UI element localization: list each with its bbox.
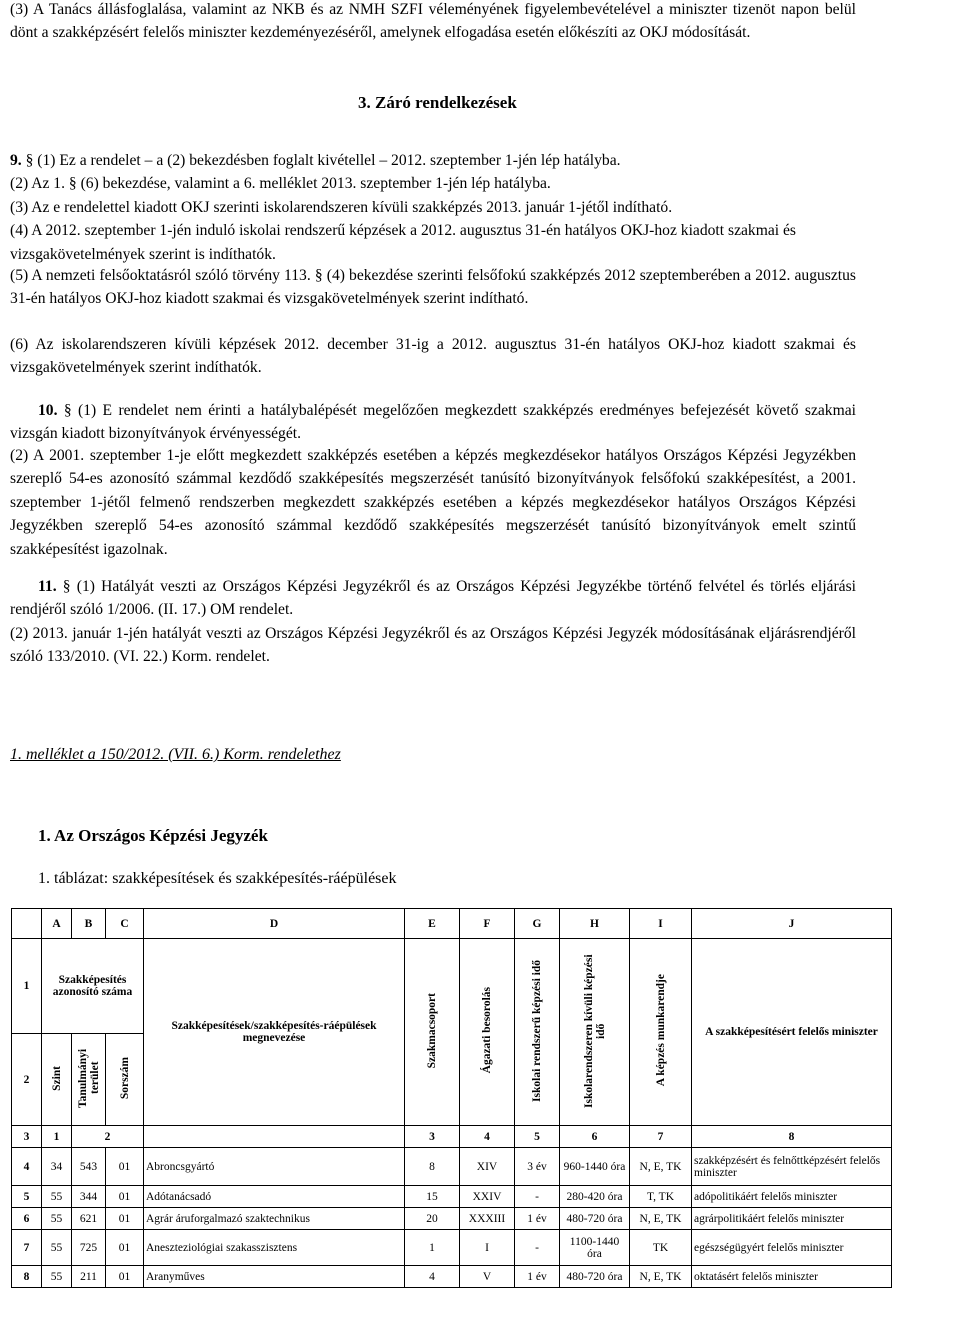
col-letter-g: G <box>515 909 560 939</box>
section-11-para-2: (2) 2013. január 1-jén hatályát veszti az Országos Képzési Jegyzékről és az Országos Képzési Jegyzék módosításának eljárásrendjéről szóló 133/2010. (VI. 22.) Korm. rendelet. <box>10 625 856 666</box>
col-letter-h: H <box>560 909 630 939</box>
section-9-para-1: (1) Ez a rendelet – a (2) bekezdésben foglalt kivétellel – 2012. szeptember 1-jén lép hatályba. <box>33 152 621 169</box>
row-number: 2 <box>12 1034 42 1126</box>
header-agazati: Ágazati besorolás <box>481 987 493 1074</box>
col-letter-a: A <box>42 909 72 939</box>
col-letter-f: F <box>460 909 515 939</box>
table-row: 6 55 621 01 Agrár áruforgalmazó szaktechnikus 20 XXXIII 1 év 480-720 óra N, E, TK agrárpolitikáért felelős miniszter <box>12 1208 892 1230</box>
table-row: 5 55 344 01 Adótanácsadó 15 XXIV - 280-420 óra T, TK adópolitikáért felelős miniszter <box>12 1186 892 1208</box>
section-10: 10. § (1) E rendelet nem érinti a hatálybalépését megelőzően megkezdett szakképzés eredményes befejezését követő szakmai vizsgán kiadott bizonyítványok érvényességét. <box>10 402 856 443</box>
section-9-para-4: (4) A 2012. szeptember 1-jén induló iskolai rendszerű képzések a 2012. augusztus 31-én hatályos OKJ-hoz kiadott szakmai és vizsgakövetelmények szerint is indíthatók. <box>10 222 796 263</box>
section-9: 9. § (1) Ez a rendelet – a (2) bekezdésben foglalt kivétellel – 2012. szeptember 1-jén lép hatályba. (2) Az 1. § (6) bekezdése, valamint a 6. melléklet 2013. szeptember 1-jén lép hatályba. (3) Az e rendelettel kiadott OKJ szerinti iskolarendszeren kívüli szakképzés 2013. január 1-jétől indítható. (4) A 2012. szeptember 1-jén induló iskolai rendszerű képzések a 2012. augusztus 31-én hatályos OKJ-hoz kiadott szakmai és vizsgakövetelmények szerint is indíthatók. <box>10 152 796 263</box>
header-iskolai-ido: Iskolai rendszerű képzési idő <box>531 959 543 1102</box>
table-row: 4 34 543 01 Abroncsgyártó 8 XIV 3 év 960-1440 óra N, E, TK szakképzésért és felnőttképzésért felelős miniszter <box>12 1148 892 1186</box>
header-szint: Szint <box>50 1065 63 1091</box>
table-caption: 1. táblázat: szakképesítések és szakképesítés-ráépülések <box>38 870 397 887</box>
section-9-para-3: (3) Az e rendelettel kiadott OKJ szerinti iskolarendszeren kívüli szakképzés 2013. január 1-jétől indítható. <box>10 198 673 216</box>
col-letter-i: I <box>630 909 692 939</box>
col-letter-c: C <box>106 909 144 939</box>
paragraph-3: (3) A Tanács állásfoglalása, valamint az NKB és az NMH SZFI véleményének figyelembevételével a miniszter tizenöt napon belül dönt a szakképzésért felelős miniszter kezdeményezéséről, amelynek elfogadása esetén előkészíti az OKJ módosítását. <box>10 1 856 42</box>
section-10-para-1: (1) E rendelet nem érinti a hatálybalépését megelőzően megkezdett szakképzés eredményes befejezését követő szakmai vizsgán kiadott bizonyítványok érvényességét. <box>10 402 856 443</box>
okj-title: 1. Az Országos Képzési Jegyzék <box>38 826 268 845</box>
col-letter-d: D <box>144 909 405 939</box>
header-sorszam: Sorszám <box>118 1056 131 1100</box>
section-11: 11. § (1) Hatályát veszti az Országos Képzési Jegyzékről és az Országos Képzési Jegyzékbe történő felvétel és törlés eljárási rendjéről szóló 1/2006. (II. 17.) OM rendelet. <box>10 578 856 619</box>
header-kivuli-ido: Iskolarendszeren kívüli képzési idő <box>582 953 607 1108</box>
okj-table <box>11 908 892 1288</box>
header-megnevezes: Szakképesítések/szakképesítés-ráépülések megnevezése <box>144 939 405 1126</box>
column-number-row: 3 1 2 3 4 5 6 7 8 <box>12 1126 892 1148</box>
col-letter-e: E <box>405 909 460 939</box>
header-szakmacsoport: Szakmacsoport <box>426 992 438 1069</box>
section-9-para-5: (5) A nemzeti felsőoktatásról szóló törvény 113. § (4) bekezdése szerinti felsőfokú szakképzés 2012 szeptemberében a 2012. augusztus 31-én hatályos OKJ-hoz kiadott szakmai és vizsgakövetelmények szerint indítható. <box>10 267 856 308</box>
section-10-number: 10. <box>38 402 58 419</box>
annex-title: 1. melléklet a 150/2012. (VII. 6.) Korm. rendelethez <box>10 746 341 763</box>
section-10-para-2: (2) A 2001. szeptember 1-je előtt megkezdett szakképzés esetében a képzés megkezdésekor hatályos Országos Képzési Jegyzékben szereplő 54-es azonosító számmal kezdődő szakképesítés megszerzését tanúsító bizonyítványok felsőfokú szakképesítést, a 2001. szeptember 1-jétől felmenő rendszerben megkezdett szakképzés esetében a képzés megkezdésekor hatályos Országos Képzési Jegyzékben szereplő 54-es azonosító számmal kezdődő szakképesítés megszerzését tanúsító bizonyítványok emelt szintű szakképesítést igazolnak. <box>10 447 856 558</box>
col-letter-b: B <box>72 909 106 939</box>
table-row: 7 55 725 01 Aneszteziológiai szakasszisztens 1 I - 1100-1440 óra TK egészségügyért felelős miniszter <box>12 1230 892 1266</box>
header-miniszter: A szakképesítésért felelős miniszter <box>692 939 892 1126</box>
header-tanulmanyi: Tanulmányi terület <box>76 1048 101 1108</box>
section-9-number: 9. <box>10 152 22 169</box>
section-9-para-2: (2) Az 1. § (6) bekezdése, valamint a 6. melléklet 2013. szeptember 1-jén lép hatályba. <box>10 175 551 193</box>
header-azonosito: Szakképesítés azonosító száma <box>42 939 144 1034</box>
section-11-number: 11. <box>38 578 57 595</box>
table-row: 8 55 211 01 Aranyműves 4 V 1 év 480-720 óra N, E, TK oktatásért felelős miniszter <box>12 1266 892 1288</box>
row-number: 1 <box>12 939 42 1034</box>
section-title: 3. Záró rendelkezések <box>358 93 517 112</box>
section-11-para-1: (1) Hatályát veszti az Országos Képzési Jegyzékről és az Országos Képzési Jegyzékbe történő felvétel és törlés eljárási rendjéről szóló 1/2006. (II. 17.) OM rendelet. <box>10 578 856 619</box>
col-letter-j: J <box>692 909 892 939</box>
section-9-para-6: (6) Az iskolarendszeren kívüli képzések 2012. december 31-ig a 2012. augusztus 31-én hatályos OKJ-hoz kiadott szakmai és vizsgakövetelmények szerint indíthatók. <box>10 336 856 377</box>
column-letter-row <box>12 909 892 939</box>
header-munkarend: A képzés munkarendje <box>654 974 667 1087</box>
